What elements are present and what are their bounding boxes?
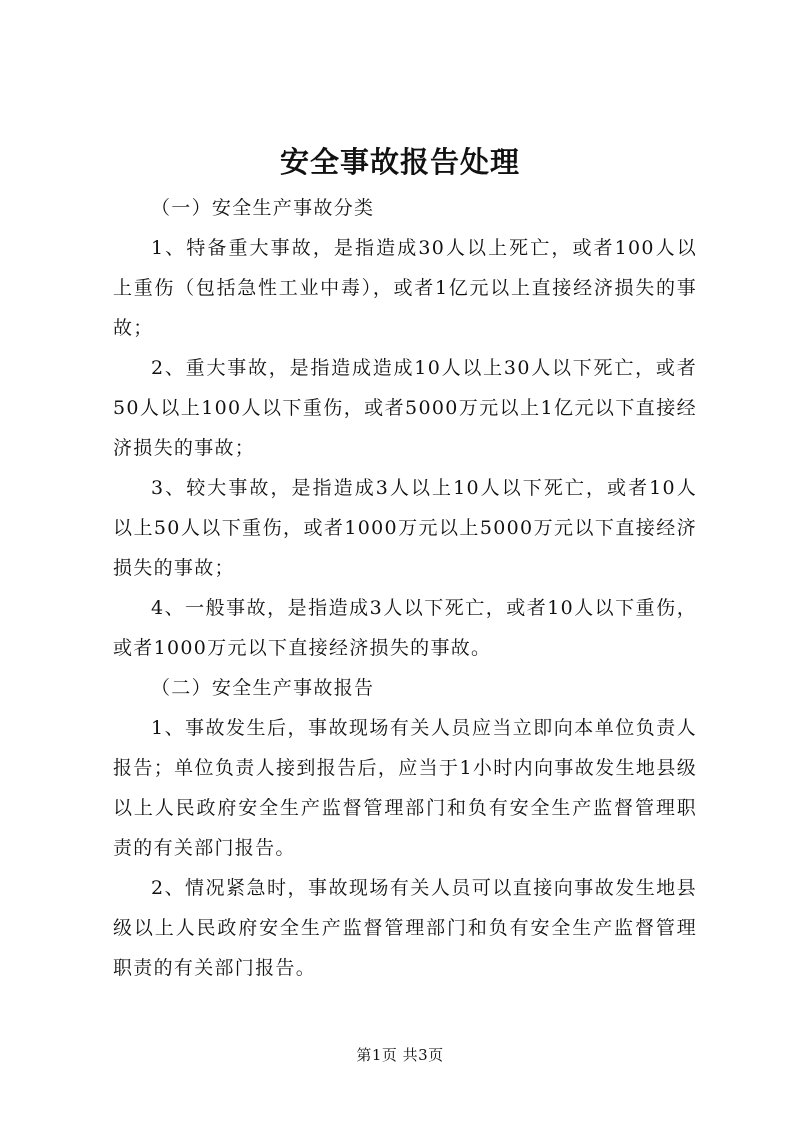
paragraph-major-accident: 2、重大事故，是指造成造成10人以上30人以下死亡，或者50人以上100人以下重伤，或者5000万元以上1亿元以下直接经济损失的事故； — [113, 357, 697, 459]
page-number-footer: 第1页 共3页 — [356, 1046, 444, 1064]
paragraph-larger-accident: 3、较大事故，是指造成3人以上10人以下死亡，或者10人以上50人以下重伤，或者1000万元以上5000万元以下直接经济损失的事故； — [113, 477, 697, 579]
paragraph-general-accident: 4、一般事故，是指造成3人以下死亡，或者10人以下重伤，或者1000万元以下直接经济损失的事故。 — [113, 597, 697, 659]
section-heading-classification: （一）安全生产事故分类 — [151, 197, 375, 219]
paragraph-especially-major-accident: 1、特备重大事故，是指造成30人以上死亡，或者100人以上重伤（包括急性工业中毒），或者1亿元以上直接经济损失的事故； — [113, 237, 697, 339]
paragraph-report-emergency: 2、情况紧急时，事故现场有关人员可以直接向事故发生地县级以上人民政府安全生产监督管理部门和负有安全生产监督管理职责的有关部门报告。 — [113, 877, 697, 979]
paragraph-report-after-accident: 1、事故发生后，事故现场有关人员应当立即向本单位负责人报告；单位负责人接到报告后，应当于1小时内向事故发生地县级以上人民政府安全生产监督管理部门和负有安全生产监督管理职责的有关部门报告。 — [113, 717, 697, 859]
document-title: 安全事故报告处理 — [279, 145, 520, 179]
document-body — [113, 188, 697, 988]
section-heading-reporting: （二）安全生产事故报告 — [151, 677, 375, 699]
